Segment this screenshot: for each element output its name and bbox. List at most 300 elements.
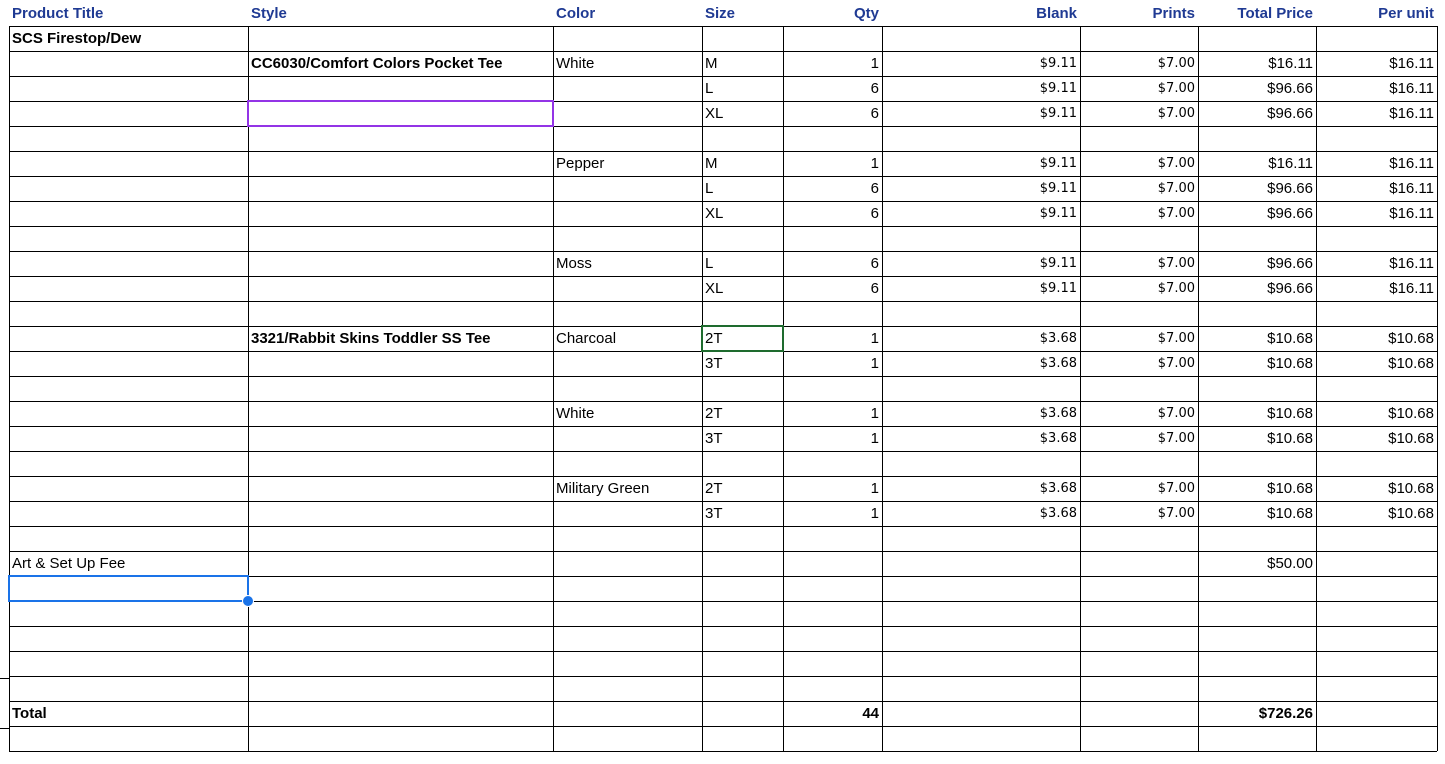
cell-qty[interactable] — [783, 551, 882, 576]
cell-prints[interactable] — [1080, 451, 1198, 476]
cell-product-title[interactable] — [9, 326, 248, 351]
grid-stub — [0, 678, 9, 679]
cell-color[interactable]: Moss — [556, 255, 592, 272]
cell-per-unit[interactable]: $10.68 — [1388, 505, 1434, 522]
cell-total-price[interactable] — [1198, 526, 1316, 551]
cell-size[interactable]: L — [705, 180, 714, 197]
cell-color[interactable] — [553, 101, 702, 126]
cell-prints[interactable]: $7.00 — [1157, 431, 1195, 446]
cell-product-title[interactable] — [9, 276, 248, 301]
cell-product-title[interactable] — [9, 651, 248, 676]
cell-size[interactable]: 2T — [705, 330, 723, 347]
cell-style[interactable] — [248, 426, 553, 451]
cell-qty[interactable]: 6 — [870, 255, 879, 272]
cell-per-unit[interactable] — [1316, 126, 1437, 151]
cell-blank[interactable] — [882, 626, 1080, 651]
cell-total-price[interactable] — [1198, 576, 1316, 601]
cell-style[interactable] — [248, 226, 553, 251]
cell-size[interactable]: 2T — [705, 480, 723, 497]
cell-per-unit[interactable] — [1316, 376, 1437, 401]
cell-blank[interactable] — [882, 301, 1080, 326]
cell-per-unit[interactable]: $10.68 — [1388, 330, 1434, 347]
cell-total-price[interactable] — [1198, 226, 1316, 251]
cell-style[interactable] — [248, 651, 553, 676]
cell-per-unit[interactable] — [1316, 676, 1437, 701]
cell-blank[interactable] — [882, 126, 1080, 151]
cell-total-price[interactable]: $16.11 — [1268, 55, 1313, 72]
cell-total-price[interactable]: $10.68 — [1267, 355, 1313, 372]
grid-line-vertical — [1316, 26, 1317, 751]
cell-prints[interactable] — [1080, 126, 1198, 151]
cell-qty[interactable] — [783, 626, 882, 651]
cell-per-unit[interactable] — [1316, 626, 1437, 651]
grid-line-horizontal — [9, 501, 1437, 502]
cell-prints[interactable] — [1080, 701, 1198, 726]
cell-qty[interactable] — [783, 301, 882, 326]
cell-size[interactable] — [702, 126, 783, 151]
cell-product-title[interactable] — [9, 476, 248, 501]
cell-product-title[interactable] — [9, 626, 248, 651]
cell-size[interactable]: M — [705, 155, 718, 172]
grid-line-horizontal — [9, 651, 1437, 652]
cell-total-price[interactable]: $10.68 — [1267, 505, 1313, 522]
cell-prints[interactable] — [1080, 676, 1198, 701]
cell-style[interactable]: CC6030/Comfort Colors Pocket Tee — [251, 55, 503, 72]
cell-per-unit[interactable]: $16.11 — [1389, 205, 1434, 222]
cell-blank[interactable] — [882, 376, 1080, 401]
header-size[interactable]: Size — [705, 5, 736, 22]
cell-color[interactable] — [553, 551, 702, 576]
cell-product-title[interactable] — [9, 151, 248, 176]
cell-total-price[interactable] — [1198, 626, 1316, 651]
cell-prints[interactable] — [1080, 726, 1198, 751]
cell-color[interactable] — [553, 651, 702, 676]
cell-size[interactable]: L — [705, 255, 714, 272]
cell-total-price[interactable]: $16.11 — [1268, 155, 1313, 172]
cell-style[interactable] — [248, 151, 553, 176]
cell-product-title[interactable]: SCS Firestop/Dew — [12, 30, 142, 47]
header-qty[interactable]: Qty — [853, 5, 879, 22]
cell-size[interactable]: 2T — [705, 405, 723, 422]
grid-line-horizontal — [9, 726, 1437, 727]
cell-color[interactable] — [553, 676, 702, 701]
cell-size[interactable] — [702, 551, 783, 576]
cell-style[interactable] — [248, 276, 553, 301]
cell-prints[interactable]: $7.00 — [1157, 81, 1195, 96]
cell-qty[interactable] — [783, 651, 882, 676]
cell-blank[interactable]: $9.11 — [1039, 81, 1077, 96]
cell-product-title[interactable]: Total — [12, 705, 47, 722]
cell-total-price[interactable]: $10.68 — [1267, 330, 1313, 347]
cell-product-title[interactable] — [9, 401, 248, 426]
cell-prints[interactable]: $7.00 — [1157, 406, 1195, 421]
cell-style[interactable] — [248, 676, 553, 701]
cell-qty[interactable] — [783, 526, 882, 551]
cell-blank[interactable]: $3.68 — [1039, 406, 1077, 421]
grid-line-vertical — [1080, 26, 1081, 751]
grid-line-horizontal — [9, 426, 1437, 427]
cell-prints[interactable]: $7.00 — [1157, 181, 1195, 196]
cell-per-unit[interactable]: $16.11 — [1389, 105, 1434, 122]
cell-style[interactable] — [248, 626, 553, 651]
cell-blank[interactable]: $9.11 — [1039, 156, 1077, 171]
header-per-unit[interactable]: Per unit — [1378, 5, 1434, 22]
cell-color[interactable] — [553, 576, 702, 601]
cell-blank[interactable] — [882, 726, 1080, 751]
cell-size[interactable] — [702, 726, 783, 751]
cell-blank[interactable]: $9.11 — [1039, 181, 1077, 196]
cell-blank[interactable]: $3.68 — [1039, 431, 1077, 446]
active-cell-selection[interactable] — [8, 575, 249, 602]
header-product-title[interactable]: Product Title — [12, 5, 104, 22]
cell-qty[interactable]: 1 — [870, 480, 879, 497]
cell-per-unit[interactable] — [1316, 301, 1437, 326]
cell-qty[interactable] — [783, 676, 882, 701]
cell-size[interactable] — [702, 376, 783, 401]
cell-per-unit[interactable]: $16.11 — [1389, 80, 1434, 97]
cell-color[interactable] — [553, 76, 702, 101]
grid-line-vertical — [702, 26, 703, 751]
cell-prints[interactable]: $7.00 — [1157, 156, 1195, 171]
cell-product-title[interactable] — [9, 426, 248, 451]
cell-color[interactable] — [553, 376, 702, 401]
grid-line-vertical — [783, 26, 784, 751]
cell-qty[interactable] — [783, 226, 882, 251]
cell-color[interactable] — [553, 201, 702, 226]
cell-per-unit[interactable] — [1316, 701, 1437, 726]
cell-size[interactable]: L — [705, 80, 714, 97]
cell-prints[interactable]: $7.00 — [1157, 481, 1195, 496]
cell-style[interactable] — [248, 576, 553, 601]
cell-total-price[interactable]: $10.68 — [1267, 480, 1313, 497]
cell-style[interactable] — [248, 526, 553, 551]
cell-product-title[interactable] — [9, 51, 248, 76]
grid-line-horizontal — [9, 751, 1437, 752]
cell-product-title[interactable] — [9, 301, 248, 326]
cell-color[interactable] — [553, 701, 702, 726]
cell-qty[interactable]: 1 — [870, 405, 879, 422]
cell-qty[interactable]: 1 — [870, 430, 879, 447]
cell-style[interactable] — [248, 351, 553, 376]
cell-qty[interactable]: 1 — [870, 55, 879, 72]
cell-prints[interactable] — [1080, 601, 1198, 626]
cell-style[interactable] — [248, 126, 553, 151]
grid-line-horizontal — [9, 526, 1437, 527]
cell-total-price[interactable] — [1198, 301, 1316, 326]
cell-total-price[interactable] — [1198, 26, 1316, 51]
grid-line-horizontal — [9, 101, 1437, 102]
cell-color[interactable] — [553, 176, 702, 201]
grid-line-vertical — [9, 26, 10, 751]
header-style[interactable]: Style — [251, 5, 287, 22]
cell-qty[interactable]: 6 — [870, 105, 879, 122]
cell-blank[interactable] — [882, 601, 1080, 626]
cell-product-title[interactable] — [9, 351, 248, 376]
cell-prints[interactable]: $7.00 — [1157, 506, 1195, 521]
cell-color[interactable]: White — [556, 55, 595, 72]
header-total-price[interactable]: Total Price — [1237, 5, 1313, 22]
cell-size[interactable] — [702, 451, 783, 476]
cell-color[interactable] — [553, 501, 702, 526]
cell-blank[interactable] — [882, 226, 1080, 251]
cell-size[interactable] — [702, 301, 783, 326]
grid-line-horizontal — [9, 701, 1437, 702]
cell-total-price[interactable] — [1198, 676, 1316, 701]
cell-product-title[interactable] — [9, 226, 248, 251]
cell-color[interactable] — [553, 426, 702, 451]
cell-qty[interactable]: 6 — [870, 205, 879, 222]
cell-style[interactable]: 3321/Rabbit Skins Toddler SS Tee — [251, 330, 491, 347]
grid-line-horizontal — [9, 251, 1437, 252]
cell-per-unit[interactable]: $10.68 — [1388, 405, 1434, 422]
cell-qty[interactable]: 6 — [870, 280, 879, 297]
cell-product-title[interactable] — [9, 101, 248, 126]
cell-per-unit[interactable]: $10.68 — [1388, 430, 1434, 447]
cell-style[interactable] — [248, 701, 553, 726]
cell-product-title[interactable] — [9, 451, 248, 476]
cell-prints[interactable] — [1080, 651, 1198, 676]
cell-qty[interactable] — [783, 26, 882, 51]
cell-blank[interactable]: $3.68 — [1039, 506, 1077, 521]
grid-line-horizontal — [9, 76, 1437, 77]
cell-color[interactable] — [553, 626, 702, 651]
cell-product-title[interactable] — [9, 601, 248, 626]
header-prints[interactable]: Prints — [1152, 5, 1195, 22]
cell-product-title[interactable] — [9, 501, 248, 526]
grid-line-horizontal — [9, 276, 1437, 277]
grid-line-horizontal — [9, 301, 1437, 302]
cell-product-title[interactable]: Art & Set Up Fee — [12, 555, 126, 572]
cell-blank[interactable] — [882, 701, 1080, 726]
cell-color[interactable] — [553, 526, 702, 551]
cell-color[interactable] — [553, 126, 702, 151]
cell-size[interactable] — [702, 701, 783, 726]
cell-per-unit[interactable]: $16.11 — [1389, 155, 1434, 172]
cell-size[interactable]: 3T — [705, 505, 723, 522]
header-color[interactable]: Color — [556, 5, 596, 22]
cell-total-price[interactable]: $96.66 — [1267, 105, 1313, 122]
cell-total-price[interactable]: $96.66 — [1267, 255, 1313, 272]
cell-qty[interactable]: 1 — [870, 155, 879, 172]
cell-blank[interactable]: $3.68 — [1039, 481, 1077, 496]
cell-prints[interactable]: $7.00 — [1157, 331, 1195, 346]
cell-qty[interactable]: 1 — [870, 505, 879, 522]
cell-product-title[interactable] — [9, 376, 248, 401]
grid-line-horizontal — [9, 126, 1437, 127]
cell-qty[interactable]: 6 — [870, 80, 879, 97]
grid-line-horizontal — [9, 476, 1437, 477]
cell-style[interactable] — [248, 376, 553, 401]
cell-size[interactable]: XL — [705, 205, 724, 222]
cell-qty[interactable] — [783, 576, 882, 601]
cell-color[interactable] — [553, 301, 702, 326]
cell-per-unit[interactable] — [1316, 26, 1437, 51]
cell-per-unit[interactable]: $10.68 — [1388, 355, 1434, 372]
cell-size[interactable]: XL — [705, 105, 724, 122]
grid-line-horizontal — [9, 376, 1437, 377]
cell-per-unit[interactable] — [1316, 651, 1437, 676]
cell-style[interactable] — [248, 176, 553, 201]
cell-blank[interactable]: $3.68 — [1039, 356, 1077, 371]
cell-per-unit[interactable] — [1316, 576, 1437, 601]
cell-product-title[interactable] — [9, 76, 248, 101]
cell-style[interactable] — [248, 501, 553, 526]
cell-color[interactable]: Military Green — [556, 480, 650, 497]
cell-prints[interactable]: $7.00 — [1157, 356, 1195, 371]
cell-per-unit[interactable]: $10.68 — [1388, 480, 1434, 497]
cell-total-price[interactable] — [1198, 376, 1316, 401]
cell-per-unit[interactable] — [1316, 451, 1437, 476]
cell-total-price[interactable] — [1198, 451, 1316, 476]
cell-blank[interactable] — [882, 651, 1080, 676]
cell-per-unit[interactable] — [1316, 526, 1437, 551]
cell-prints[interactable]: $7.00 — [1157, 56, 1195, 71]
cell-qty[interactable] — [783, 726, 882, 751]
cell-prints[interactable] — [1080, 576, 1198, 601]
cell-color[interactable]: Charcoal — [556, 330, 617, 347]
cell-total-price[interactable]: $96.66 — [1267, 205, 1313, 222]
cell-product-title[interactable] — [9, 176, 248, 201]
cell-size[interactable] — [702, 526, 783, 551]
cell-style[interactable] — [248, 251, 553, 276]
cell-size[interactable] — [702, 226, 783, 251]
cell-style[interactable] — [248, 451, 553, 476]
cell-size[interactable] — [702, 676, 783, 701]
cell-total-price[interactable]: $10.68 — [1267, 405, 1313, 422]
fill-handle[interactable] — [242, 595, 254, 607]
cell-prints[interactable] — [1080, 376, 1198, 401]
cell-qty[interactable] — [783, 601, 882, 626]
cell-total-price[interactable]: $96.66 — [1267, 180, 1313, 197]
cell-blank[interactable] — [882, 551, 1080, 576]
cell-size[interactable] — [702, 576, 783, 601]
cell-total-price[interactable] — [1198, 126, 1316, 151]
cell-style[interactable] — [248, 601, 553, 626]
cell-blank[interactable]: $9.11 — [1039, 256, 1077, 271]
cell-prints[interactable] — [1080, 626, 1198, 651]
cell-size[interactable]: XL — [705, 280, 724, 297]
cell-blank[interactable]: $9.11 — [1039, 106, 1077, 121]
cell-total-price[interactable]: $96.66 — [1267, 80, 1313, 97]
cell-qty[interactable]: 6 — [870, 180, 879, 197]
cell-style[interactable] — [248, 76, 553, 101]
cell-product-title[interactable] — [9, 201, 248, 226]
cell-size[interactable]: 3T — [705, 430, 723, 447]
cell-per-unit[interactable]: $16.11 — [1389, 255, 1434, 272]
cell-blank[interactable]: $3.68 — [1039, 331, 1077, 346]
cell-per-unit[interactable]: $16.11 — [1389, 280, 1434, 297]
cell-product-title[interactable] — [9, 726, 248, 751]
cell-blank[interactable] — [882, 676, 1080, 701]
cell-total-price[interactable]: $10.68 — [1267, 430, 1313, 447]
cell-blank[interactable] — [882, 26, 1080, 51]
cell-qty[interactable]: 1 — [870, 330, 879, 347]
cell-blank[interactable] — [882, 451, 1080, 476]
cell-color[interactable] — [553, 351, 702, 376]
cell-prints[interactable]: $7.00 — [1157, 206, 1195, 221]
cell-color[interactable] — [553, 601, 702, 626]
cell-product-title[interactable] — [9, 676, 248, 701]
grid-line-horizontal — [9, 176, 1437, 177]
cell-style[interactable] — [248, 476, 553, 501]
cell-color[interactable]: Pepper — [556, 155, 605, 172]
cell-blank[interactable]: $9.11 — [1039, 206, 1077, 221]
cell-total-price[interactable]: $50.00 — [1267, 555, 1313, 572]
cell-color[interactable]: White — [556, 405, 595, 422]
cell-prints[interactable] — [1080, 301, 1198, 326]
cell-product-title[interactable] — [9, 526, 248, 551]
cell-prints[interactable]: $7.00 — [1157, 256, 1195, 271]
cell-style[interactable] — [248, 26, 553, 51]
cell-qty[interactable]: 1 — [870, 355, 879, 372]
cell-total-price[interactable]: $96.66 — [1267, 280, 1313, 297]
cell-qty[interactable] — [783, 126, 882, 151]
cell-blank[interactable]: $9.11 — [1039, 281, 1077, 296]
cell-blank[interactable]: $9.11 — [1039, 56, 1077, 71]
cell-per-unit[interactable]: $16.11 — [1389, 55, 1434, 72]
cell-total-price[interactable] — [1198, 601, 1316, 626]
cell-size[interactable]: 3T — [705, 355, 723, 372]
cell-style[interactable] — [248, 301, 553, 326]
cell-style[interactable] — [248, 201, 553, 226]
cell-product-title[interactable] — [9, 251, 248, 276]
cell-style[interactable] — [248, 401, 553, 426]
collaborator-selection[interactable] — [701, 325, 784, 352]
cell-qty[interactable] — [783, 451, 882, 476]
header-blank[interactable]: Blank — [1036, 5, 1077, 22]
collaborator-selection[interactable] — [247, 100, 554, 127]
grid-line-horizontal — [9, 401, 1437, 402]
cell-prints[interactable] — [1080, 551, 1198, 576]
cell-blank[interactable] — [882, 526, 1080, 551]
cell-prints[interactable]: $7.00 — [1157, 106, 1195, 121]
cell-prints[interactable] — [1080, 26, 1198, 51]
cell-style[interactable] — [248, 726, 553, 751]
cell-size[interactable] — [702, 626, 783, 651]
cell-total-price[interactable] — [1198, 726, 1316, 751]
grid-line-horizontal — [9, 451, 1437, 452]
cell-per-unit[interactable] — [1316, 551, 1437, 576]
cell-qty[interactable]: 44 — [862, 705, 879, 722]
cell-product-title[interactable] — [9, 126, 248, 151]
cell-blank[interactable] — [882, 576, 1080, 601]
grid-line-horizontal — [9, 226, 1437, 227]
cell-total-price[interactable] — [1198, 651, 1316, 676]
grid-line-horizontal — [9, 201, 1437, 202]
cell-size[interactable] — [702, 26, 783, 51]
cell-size[interactable] — [702, 651, 783, 676]
cell-color[interactable] — [553, 226, 702, 251]
grid-line-horizontal — [9, 151, 1437, 152]
cell-prints[interactable] — [1080, 226, 1198, 251]
cell-color[interactable] — [553, 276, 702, 301]
cell-per-unit[interactable] — [1316, 226, 1437, 251]
cell-per-unit[interactable] — [1316, 726, 1437, 751]
cell-qty[interactable] — [783, 376, 882, 401]
cell-size[interactable] — [702, 601, 783, 626]
cell-per-unit[interactable] — [1316, 601, 1437, 626]
cell-prints[interactable]: $7.00 — [1157, 281, 1195, 296]
cell-total-price[interactable]: $726.26 — [1258, 705, 1313, 722]
cell-size[interactable]: M — [705, 55, 718, 72]
cell-prints[interactable] — [1080, 526, 1198, 551]
cell-color[interactable] — [553, 451, 702, 476]
cell-color[interactable] — [553, 26, 702, 51]
grid-line-vertical — [882, 26, 883, 751]
cell-per-unit[interactable]: $16.11 — [1389, 180, 1434, 197]
cell-color[interactable] — [553, 726, 702, 751]
cell-style[interactable] — [248, 551, 553, 576]
